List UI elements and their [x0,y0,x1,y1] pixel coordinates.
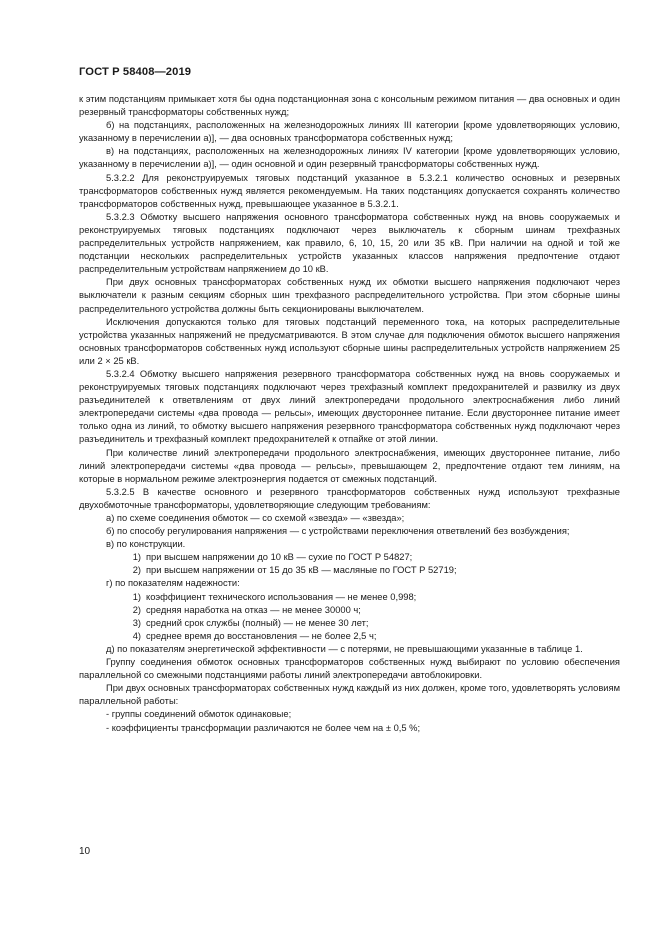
clause-5-3-2-3: 5.3.2.3 Обмотку высшего напряжения основного трансформатора собственных нужд на вновь сооружаемых и реконструируемых тяговых подстанциях подключают через выключатель к сборным шинам трехфазных распределительных устройств напряжением, как правило, 6, 10, 15, 20 или 35 кВ. При наличии на одной и той же подстанции нескольких распределительных устройств указанных классов напряжения предпочтение отдают распределительным устройствам напряжением до 10 кВ. [79,211,620,275]
dash-list-item: - коэффициенты трансформации различаются не более чем на ± 0,5 %; [106,722,421,733]
requirement-g-item: 1) коэффициент технического использования — не менее 0,998; [132,591,417,602]
clause-5-3-2-4: 5.3.2.4 Обмотку высшего напряжения резервного трансформатора собственных нужд на вновь сооружаемых и реконструируемых тяговых подстанциях подключают через трехфазный комплект предохранителей и развилку из двух разъединителей к ответвлениям от двух линий электропередачи продольного электроснабжения либо линий электропередачи системы «два провода — рельсы», имеющих двустороннее питание. Если двустороннее питание имеет только одна из линий, то обмотку высшего напряжения резервного трансформатора собственных нужд подключают через разъединитель и трехфазный комплект предохранителей к отпайке от этой линии. [79,368,620,445]
paragraph: Группу соединения обмоток основных трансформаторов собственных нужд выбирают по условию обеспечения параллельной со смежными подстанциями работы линий электропередачи автоблокировки. [79,657,620,681]
requirement-v: в) по конструкции. [106,539,186,550]
requirement-v-item: 1) при высшем напряжении до 10 кВ — сухие по ГОСТ Р 54827; [132,552,413,563]
document-body [79,93,620,735]
list-item-b: б) на подстанциях, расположенных на железнодорожных линиях III категории [кроме удовлетворяющих условию, указанному в перечислении а)], — два основных трансформатора собственных нужд; [79,120,620,144]
list-item-v: в) на подстанциях, расположенных на железнодорожных линиях IV категории [кроме удовлетворяющих условию, указанному в перечислении а)], — один основной и один резервный трансформаторы собственных нужд. [79,146,620,170]
requirement-g-item: 2) средняя наработка на отказ — не менее 30000 ч; [132,604,361,615]
paragraph: При двух основных трансформаторах собственных нужд их обмотки высшего напряжения подключают через выключатели к разным секциям сборных шин трехфазного распределительного устройства. При этом сборные шины распределительного устройства должны быть секционированы выключателем. [79,277,620,314]
clause-5-3-2-5: 5.3.2.5 В качестве основного и резервного трансформаторов собственных нужд используют трехфазные двухобмоточные трансформаторы, удовлетворяющие следующим требованиям: [79,486,620,510]
page-number: 10 [79,846,91,857]
requirement-g-item: 4) среднее время до восстановления — не более 2,5 ч; [132,630,377,641]
requirement-v-item: 2) при высшем напряжении от 15 до 35 кВ — масляные по ГОСТ Р 52719; [132,565,457,576]
clause-5-3-2-2: 5.3.2.2 Для реконструируемых тяговых подстанций указанное в 5.3.2.1 количество основных и резервных трансформаторов собственных нужд является рекомендуемым. На таких подстанциях допускается сохранять количество трансформаторов собственных нужд, превышающее указанное в 5.3.2.1. [79,172,620,209]
dash-list-item: - группы соединений обмоток одинаковые; [106,709,292,720]
requirement-g: г) по показателям надежности: [106,578,240,589]
requirement-a: а) по схеме соединения обмоток — со схемой «звезда» — «звезда»; [106,513,405,523]
requirement-b: б) по способу регулирования напряжения — с устройствами переключения ответвлений без возбуждения; [106,526,570,537]
paragraph: к этим подстанциям примыкает хотя бы одна подстанционная зона с консольным режимом питания — два основных и один резервный трансформаторы собственных нужд; [79,94,620,118]
paragraph: Исключения допускаются только для тяговых подстанций переменного тока, на которых распределительные устройства указанных напряжений не предусматриваются. В этом случае для подключения обмоток высшего напряжения основных трансформаторов собственных нужд используют сборные шины распределительных устройств напряжением 25 или 2 × 25 кВ. [79,316,620,366]
requirement-g-item: 3) средний срок службы (полный) — не менее 30 лет; [132,617,369,628]
paragraph: При двух основных трансформаторах собственных нужд каждый из них должен, кроме того, удовлетворять условиям параллельной работы: [79,683,620,707]
document-header: ГОСТ Р 58408—2019 [79,66,192,78]
paragraph: При количестве линий электропередачи продольного электроснабжения, имеющих двустороннее питание, либо линий электропередачи системы «два провода — рельсы», превышающем 2, предпочтение отдают тем линиям, на которые в нормальном режиме электроэнергия подается от смежных подстанций. [79,447,620,484]
requirement-d: д) по показателям энергетической эффективности — с потерями, не превышающими указанные в таблице 1. [106,643,583,654]
